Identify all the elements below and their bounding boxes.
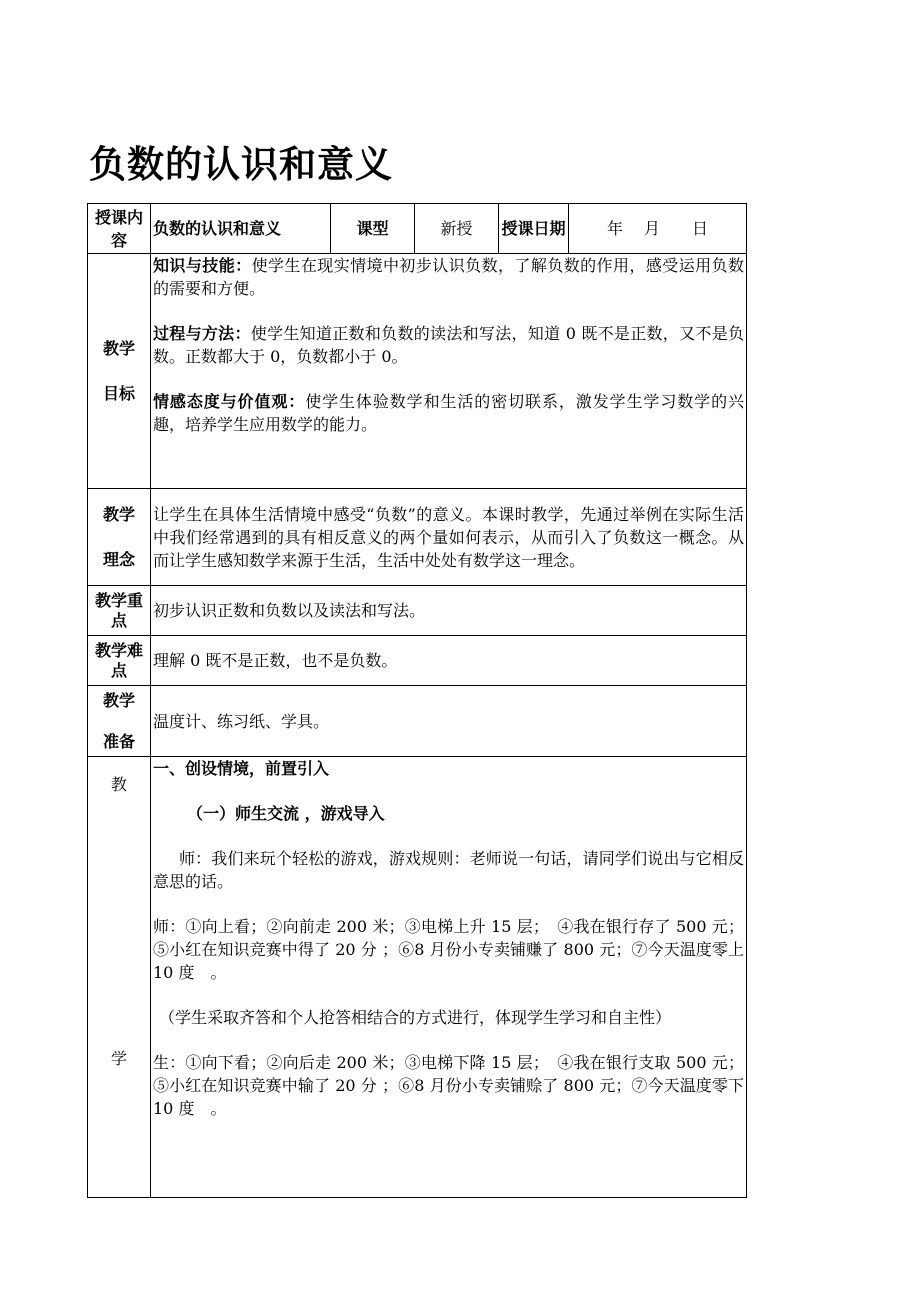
type-label: 课型 (331, 204, 415, 254)
prep-row (88, 686, 747, 757)
difficulty-label-line1: 教学难 (94, 640, 143, 660)
emotion-head: 情感态度与价值观： (153, 392, 306, 411)
process-label (88, 757, 151, 1198)
key-point-label (88, 586, 151, 636)
difficulty-content: 理解 0 既不是正数，也不是负数。 (151, 636, 747, 686)
key-point-content: 初步认识正数和负数以及读法和写法。 (151, 586, 747, 636)
goals-content (151, 254, 747, 489)
process-paragraph-2: 师：①向上看；②向前走 200 米；③电梯上升 15 层； ④我在银行存了 500 元；⑤小红在知识竞赛中得了 20 分 ；⑥8 月份小专卖铺赚了 800 元；⑦今天温度零上 10 度 。 (153, 917, 744, 982)
goals-label (88, 254, 151, 489)
content-label: 授课内容 (88, 204, 151, 254)
difficulty-label (88, 636, 151, 686)
process-row (88, 757, 747, 1198)
process-paragraph-4: 生：①向下看；②向后走 200 米；③电梯下降 15 层； ④我在银行支取 500 元；⑤小红在知识竞赛中输了 20 分 ；⑥8 月份小专卖铺赊了 800 元；⑦今天温度零下 10 度 。 (153, 1053, 744, 1118)
content-value: 负数的认识和意义 (151, 204, 331, 254)
date-label: 授课日期 (499, 204, 569, 254)
type-value: 新授 (415, 204, 499, 254)
process-label-line2: 学 (110, 1049, 127, 1068)
knowledge-text: 使学生在现实情境中初步认识负数，了解负数的作用，感受运用负数的需要和方便。 (153, 256, 744, 298)
idea-label-line1: 教学 (102, 505, 135, 524)
subsection-heading: （一）师生交流 ，游戏导入 (187, 804, 385, 823)
process-paragraph-3: （学生采取齐答和个人抢答相结合的方式进行，体现学生学习和自主性） (159, 1008, 672, 1027)
goals-label-line1: 教学 (102, 339, 135, 358)
prep-label (88, 686, 151, 757)
process-content (151, 757, 747, 1198)
lesson-plan-table (87, 203, 747, 1198)
difficulty-row (88, 636, 747, 686)
section-heading: 一、创设情境，前置引入 (153, 759, 330, 778)
key-point-row (88, 586, 747, 636)
header-row (88, 204, 747, 254)
date-value: 年 月 日 (569, 204, 747, 254)
idea-row (88, 489, 747, 586)
process-paragraph-1: 师：我们来玩个轻松的游戏，游戏规则：老师说一句话，请同学们说出与它相反意思的话。 (153, 849, 744, 891)
prep-label-line2: 准备 (102, 732, 135, 751)
page-title: 负数的认识和意义 (89, 143, 393, 186)
emotion-text: 使学生体验数学和生活的密切联系，激发学生学习数学的兴趣，培养学生应用数学的能力。 (153, 392, 744, 434)
idea-label-line2: 理念 (102, 550, 135, 569)
process-head: 过程与方法： (153, 324, 251, 343)
process-label-line1: 教 (110, 775, 127, 794)
difficulty-label-line2: 点 (110, 660, 127, 680)
knowledge-head: 知识与技能： (153, 256, 252, 275)
idea-label (88, 489, 151, 586)
key-point-label-line2: 点 (110, 610, 127, 630)
prep-content: 温度计、练习纸、学具。 (151, 686, 747, 757)
goals-label-line2: 目标 (102, 384, 135, 403)
key-point-label-line1: 教学重 (94, 590, 143, 610)
prep-label-line1: 教学 (102, 691, 135, 710)
process-text: 使学生知道正数和负数的读法和写法，知道 0 既不是正数，又不是负数。正数都大于 0，负数都小于 0。 (153, 324, 744, 366)
idea-content: 让学生在具体生活情境中感受“负数”的意义。本课时教学，先通过举例在实际生活中我们经常遇到的具有相反意义的两个量如何表示，从而引入了负数这一概念。从而让学生感知数学来源于生活，生活中处处有数学这一理念。 (151, 489, 747, 586)
goals-row (88, 254, 747, 489)
